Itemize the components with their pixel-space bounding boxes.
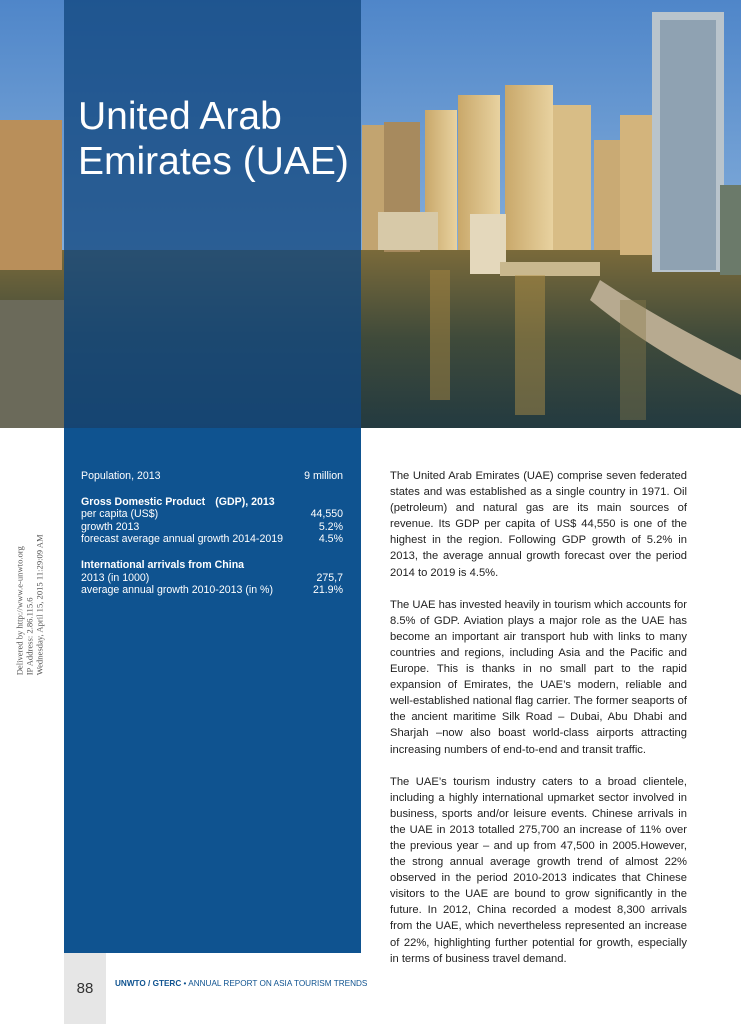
footer-org: UNWTO / GTERC [115, 979, 182, 988]
stat-row [81, 572, 343, 585]
stat-label: per capita (US$) [81, 508, 159, 521]
running-footer [115, 979, 367, 988]
stat-row [81, 584, 343, 597]
footer-bullet: • [183, 979, 187, 988]
stat-value: 4.5% [318, 533, 343, 546]
gdp-heading [81, 496, 343, 509]
stat-value: 5.2% [318, 520, 343, 533]
stat-label: growth 2013 [81, 520, 140, 533]
watermark-line: Wednesday, April 15, 2015 11:29:09 AM [35, 534, 46, 676]
footer-report-title: ANNUAL REPORT ON ASIA TOURISM TRENDS [188, 979, 368, 988]
watermark-line: IP Address: 2.86.115.6 [24, 597, 35, 676]
body-text [390, 468, 687, 983]
delivery-watermark [14, 500, 46, 676]
paragraph: The United Arab Emirates (UAE) comprise seven federated states and was established as a single country in 1971. Oil (petroleum) and natural gas are its main sources of revenue. Its GDP per capita of US$ 44,550 is one of the highest in the region. Following GDP growth of 5.2% in 2013, the average annual growth forecast over the period 2014 to 2019 is 4.5%. [390, 470, 687, 579]
stat-value: 275,7 [316, 571, 343, 584]
gdp-heading-main: Gross Domestic Product [81, 495, 206, 508]
stat-value: 44,550 [310, 508, 343, 521]
stat-label: average annual growth 2010-2013 (in %) [81, 584, 273, 597]
population-row [81, 470, 343, 483]
stat-value: 9 million [304, 470, 343, 482]
stat-row [81, 533, 343, 546]
watermark-line: Delivered by http://www.e-unwto.org [14, 546, 25, 676]
page-number: 88 [76, 980, 94, 997]
stat-row [81, 508, 343, 521]
stat-value: 21.9% [312, 584, 343, 597]
stat-label: 2013 (in 1000) [81, 571, 150, 584]
photo-blue-overlay [64, 0, 361, 428]
page-title: United Arab Emirates (UAE) [78, 95, 349, 183]
gdp-heading-suffix: (GDP), 2013 [215, 495, 275, 508]
stat-label: forecast average annual growth 2014-2019 [81, 533, 284, 546]
stat-label: Population, 2013 [81, 470, 161, 482]
paragraph: The UAE has invested heavily in tourism which accounts for 8.5% of GDP. Aviation plays a major role as the UAE has become an important air transport hub with links to many countries and regions, including Asia and the Pacific and Europe. This is thanks in no small part to the rapid expansion of Emirates, the UAE’s modern, reliable and well-established national flag carrier. The former seaports of the ancient maritime Silk Road – Dubai, Abu Dhabi and Sharjah –now also boast world-class airports attracting increasing numbers of end-to-end and transit traffic. [390, 598, 687, 756]
stat-row [81, 521, 343, 534]
arrivals-heading: International arrivals from China [81, 558, 245, 571]
paragraph: The UAE’s tourism industry caters to a broad clientele, including a highly international upmarket sector involved in business, sports and/or leisure events. Chinese arrivals in the UAE in 2013 totalled 275,700 an increase of 11% over the previous year – and up from 47,500 in 2005.However, the strong annual average growth trend of almost 22% observed in the period 2010-2013 indicates that Chinese visitors to the UAE are bound to grow significantly in the future. In 2012, China recorded a modest 8,300 arrivals from the UAE, which nevertheless represented an increase of 22%, highlighting further potential for growth, especially in terms of business travel demand. [390, 775, 687, 965]
key-facts-box [81, 470, 343, 597]
